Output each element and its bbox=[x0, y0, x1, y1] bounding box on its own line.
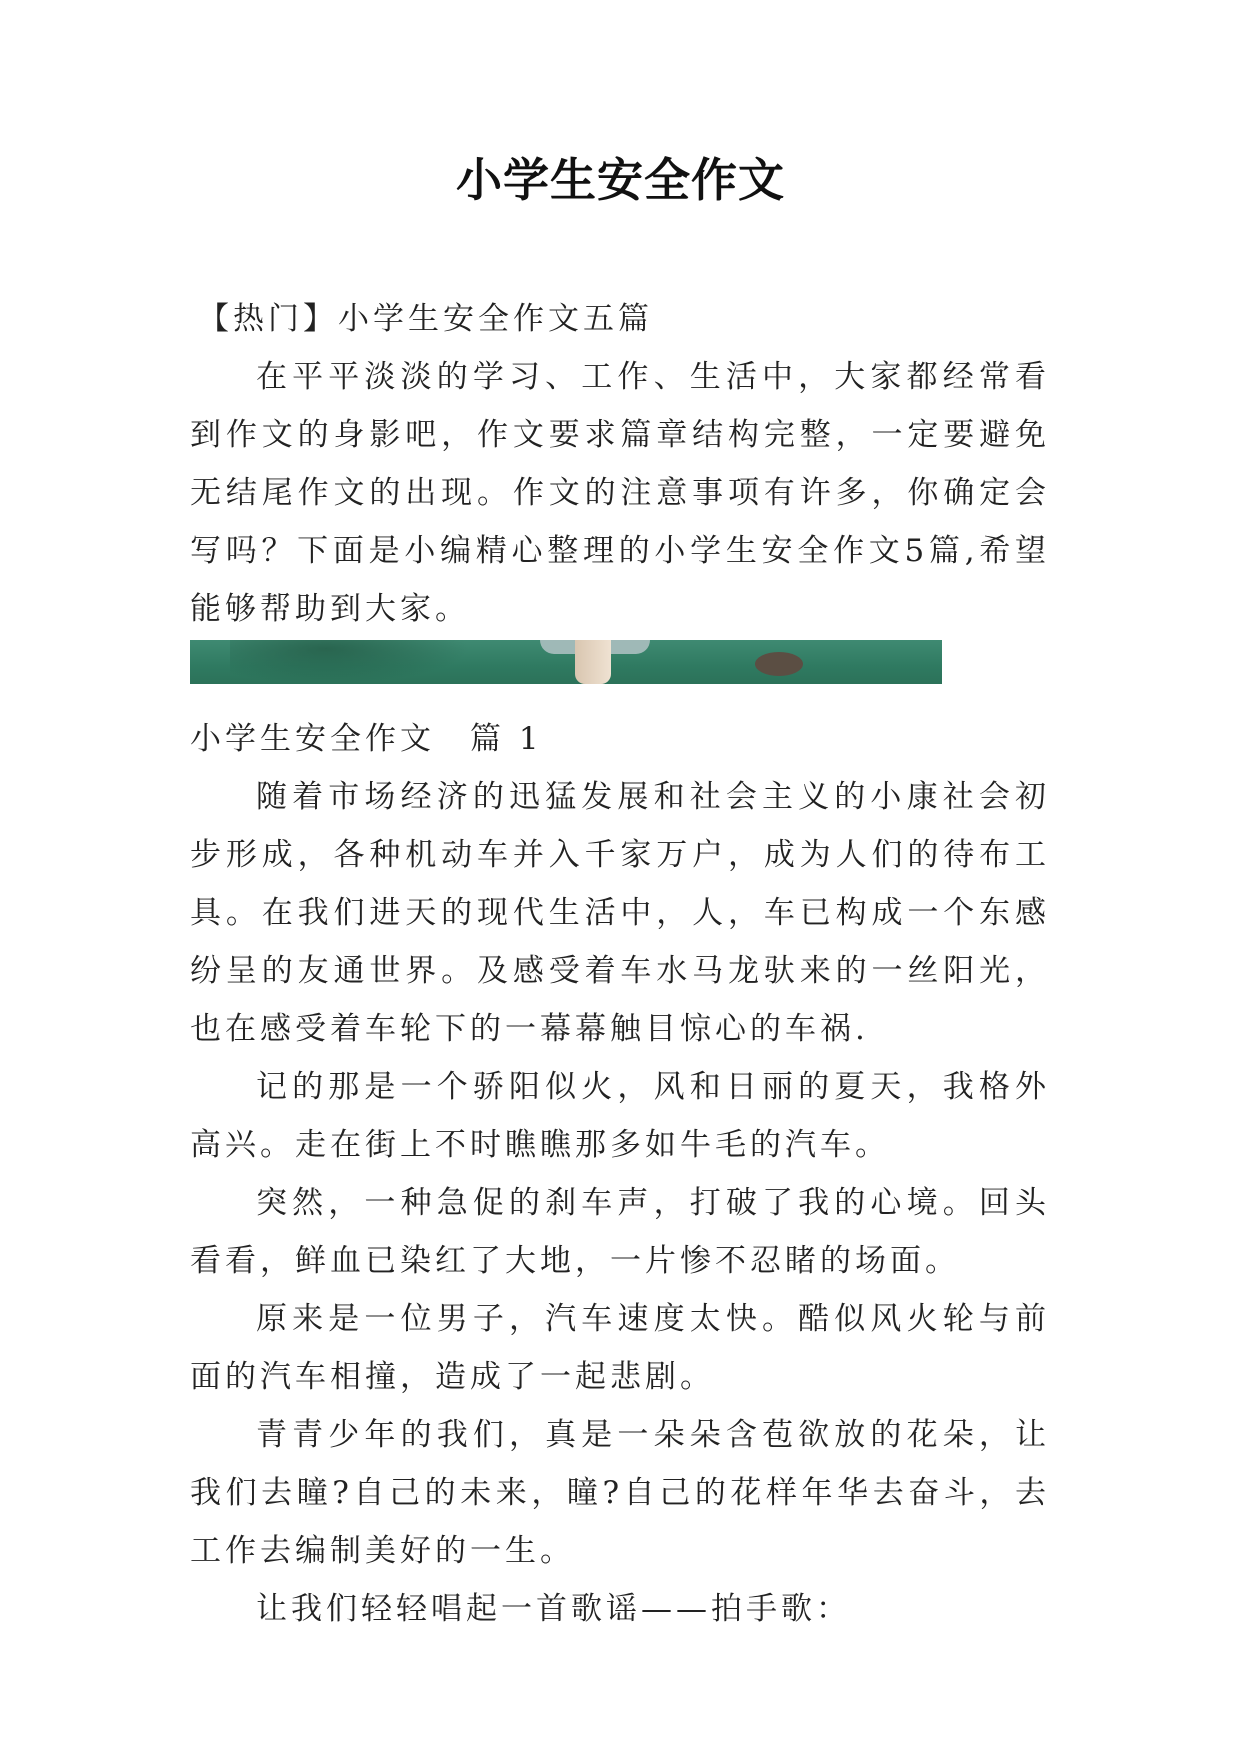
document-body bbox=[190, 290, 1050, 1638]
intro-paragraph: 在平平淡淡的学习、工作、生活中，大家都经常看到作文的身影吧，作文要求篇章结构完整，一定要避免无结尾作文的出现。作文的注意事项有许多，你确定会写吗？下面是小编精心整理的小学生安全作文5篇,希望能够帮助到大家。 bbox=[190, 359, 1050, 627]
body-paragraph: 突然，一种急促的刹车声，打破了我的心境。回头看看，鲜血已染红了大地，一片惨不忍睹的场面。 bbox=[190, 1185, 1050, 1279]
illustration-image bbox=[190, 640, 942, 684]
body-paragraph: 青青少年的我们，真是一朵朵含苞欲放的花朵，让我们去瞳?自己的未来，瞳?自己的花样年华去奋斗，去工作去编制美好的一生。 bbox=[190, 1417, 1050, 1569]
body-paragraph: 随着市场经济的迅猛发展和社会主义的小康社会初步形成，各种机动车并入千家万户，成为人们的待布工具。在我们进天的现代生活中，人，车已构成一个东感纷呈的友通世界。及感受着车水马龙驮来的一丝阳光，也在感受着车轮下的一幕幕触目惊心的车祸. bbox=[190, 779, 1050, 1047]
image-shoe bbox=[755, 652, 803, 676]
document-title: 小学生安全作文 bbox=[456, 153, 785, 207]
body-paragraph: 记的那是一个骄阳似火，风和日丽的夏天，我格外高兴。走在街上不时瞧瞧那多如牛毛的汽车。 bbox=[190, 1069, 1050, 1163]
section-title: 小学生安全作文 篇 1 bbox=[190, 721, 543, 757]
image-shadow bbox=[230, 640, 470, 684]
document-heading: 【热门】小学生安全作文五篇 bbox=[198, 301, 653, 337]
body-paragraph: 原来是一位男子，汽车速度太快。酷似风火轮与前面的汽车相撞，造成了一起悲剧。 bbox=[190, 1301, 1050, 1395]
body-paragraph: 让我们轻轻唱起一首歌谣——拍手歌： bbox=[256, 1591, 851, 1627]
image-leg bbox=[575, 640, 611, 684]
